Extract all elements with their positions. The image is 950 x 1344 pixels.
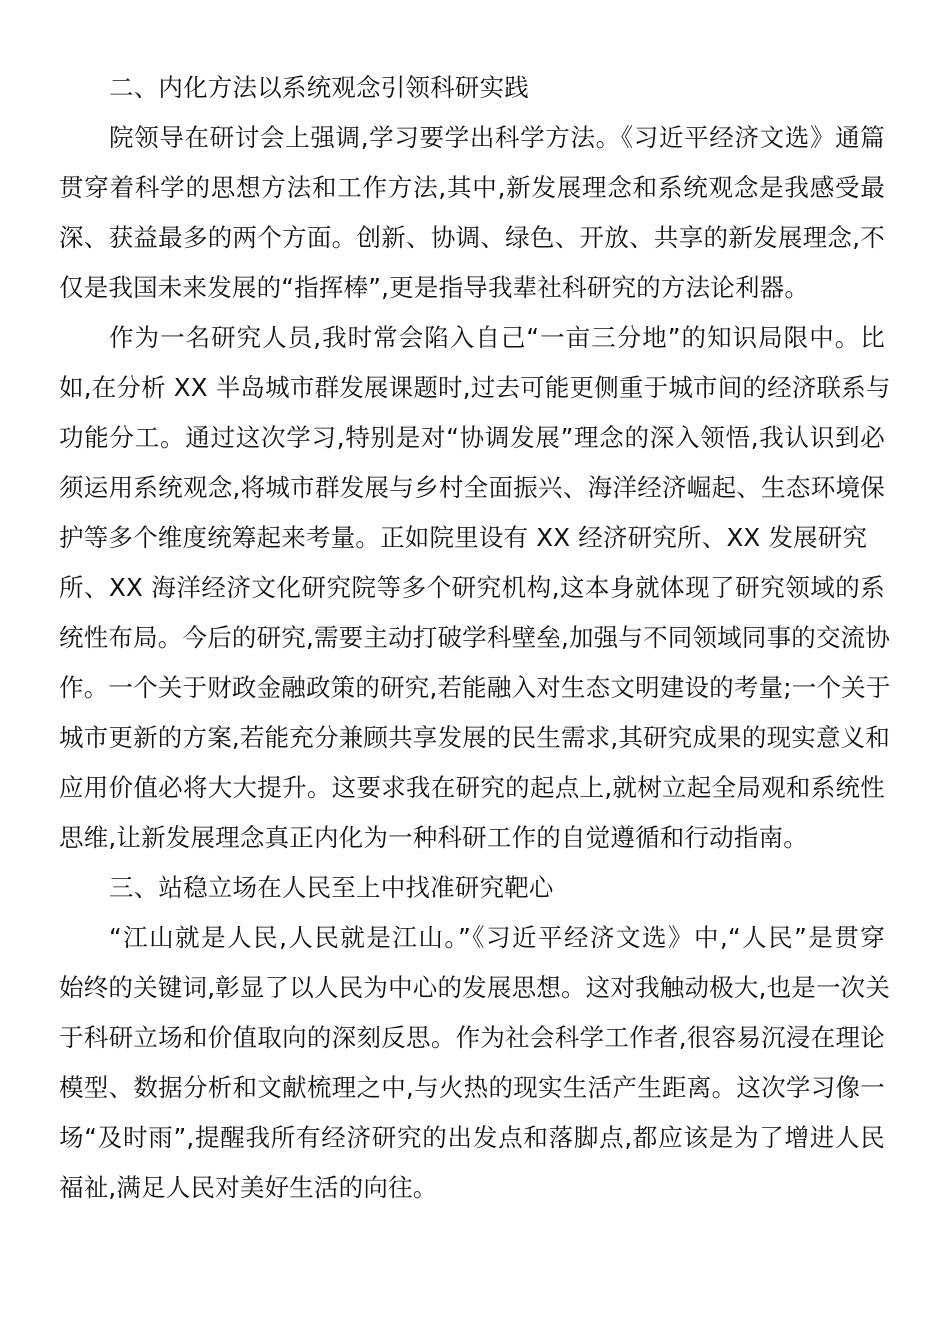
paragraph-line: 模型、数据分析和文献梳理之中,与火热的现实生活产生距离。这次学习像一 bbox=[59, 1073, 885, 1102]
section-heading-2: 二、内化方法以系统观念引领科研实践 bbox=[109, 73, 529, 102]
paragraph-line: 城市更新的方案,若能充分兼顾共享发展的民生需求,其研究成果的现实意义和 bbox=[59, 723, 891, 752]
paragraph-line: 功能分工。通过这次学习,特别是对“协调发展”理念的深入领悟,我认识到必 bbox=[59, 423, 885, 452]
paragraph-line: 思维,让新发展理念真正内化为一种科研工作的自觉遵循和行动指南。 bbox=[59, 823, 808, 852]
paragraph bbox=[59, 113, 885, 313]
paragraph-line: 护等多个维度统筹起来考量。正如院里设有 XX 经济研究所、XX 发展研究 bbox=[59, 523, 868, 552]
paragraph-line: 如,在分析 XX 半岛城市群发展课题时,过去可能更侧重于城市间的经济联系与 bbox=[59, 373, 891, 402]
paragraph-line: 仅是我国未来发展的“指挥棒”,更是指导我辈社科研究的方法论利器。 bbox=[59, 273, 810, 302]
paragraph-line: 作。一个关于财政金融政策的研究,若能融入对生态文明建设的考量;一个关于 bbox=[59, 673, 891, 702]
section-heading-3: 三、站稳立场在人民至上中找准研究靶心 bbox=[109, 873, 554, 902]
paragraph-line: 统性布局。今后的研究,需要主动打破学科壁垒,加强与不同领域同事的交流协 bbox=[59, 623, 891, 652]
paragraph-line: 作为一名研究人员,我时常会陷入自己“一亩三分地”的知识局限中。比 bbox=[109, 323, 885, 352]
paragraph-line: 始终的关键词,彰显了以人民为中心的发展思想。这对我触动极大,也是一次关 bbox=[59, 973, 891, 1002]
document-page bbox=[59, 63, 891, 1213]
paragraph-line: 于科研立场和价值取向的深刻反思。作为社会科学工作者,很容易沉浸在理论 bbox=[59, 1023, 885, 1052]
paragraph-line: 深、获益最多的两个方面。创新、协调、绿色、开放、共享的新发展理念,不 bbox=[59, 223, 885, 252]
paragraph bbox=[59, 313, 891, 863]
paragraph-line: 场“及时雨”,提醒我所有经济研究的出发点和落脚点,都应该是为了增进人民 bbox=[59, 1123, 885, 1152]
paragraph-line: 福祉,满足人民对美好生活的向往。 bbox=[59, 1173, 438, 1202]
paragraph-line: “江山就是人民,人民就是江山。”《习近平经济文选》中,“人民”是贯穿 bbox=[109, 923, 885, 952]
paragraph-line: 应用价值必将大大提升。这要求我在研究的起点上,就树立起全局观和系统性 bbox=[59, 773, 885, 802]
paragraph bbox=[59, 913, 891, 1213]
paragraph-line: 须运用系统观念,将城市群发展与乡村全面振兴、海洋经济崛起、生态环境保 bbox=[59, 473, 885, 502]
paragraph-line: 院领导在研讨会上强调,学习要学出科学方法。《习近平经济文选》通篇 bbox=[109, 123, 885, 152]
paragraph-line: 贯穿着科学的思想方法和工作方法,其中,新发展理念和系统观念是我感受最 bbox=[59, 173, 885, 202]
paragraph-line: 所、XX 海洋经济文化研究院等多个研究机构,这本身就体现了研究领域的系 bbox=[59, 573, 885, 602]
